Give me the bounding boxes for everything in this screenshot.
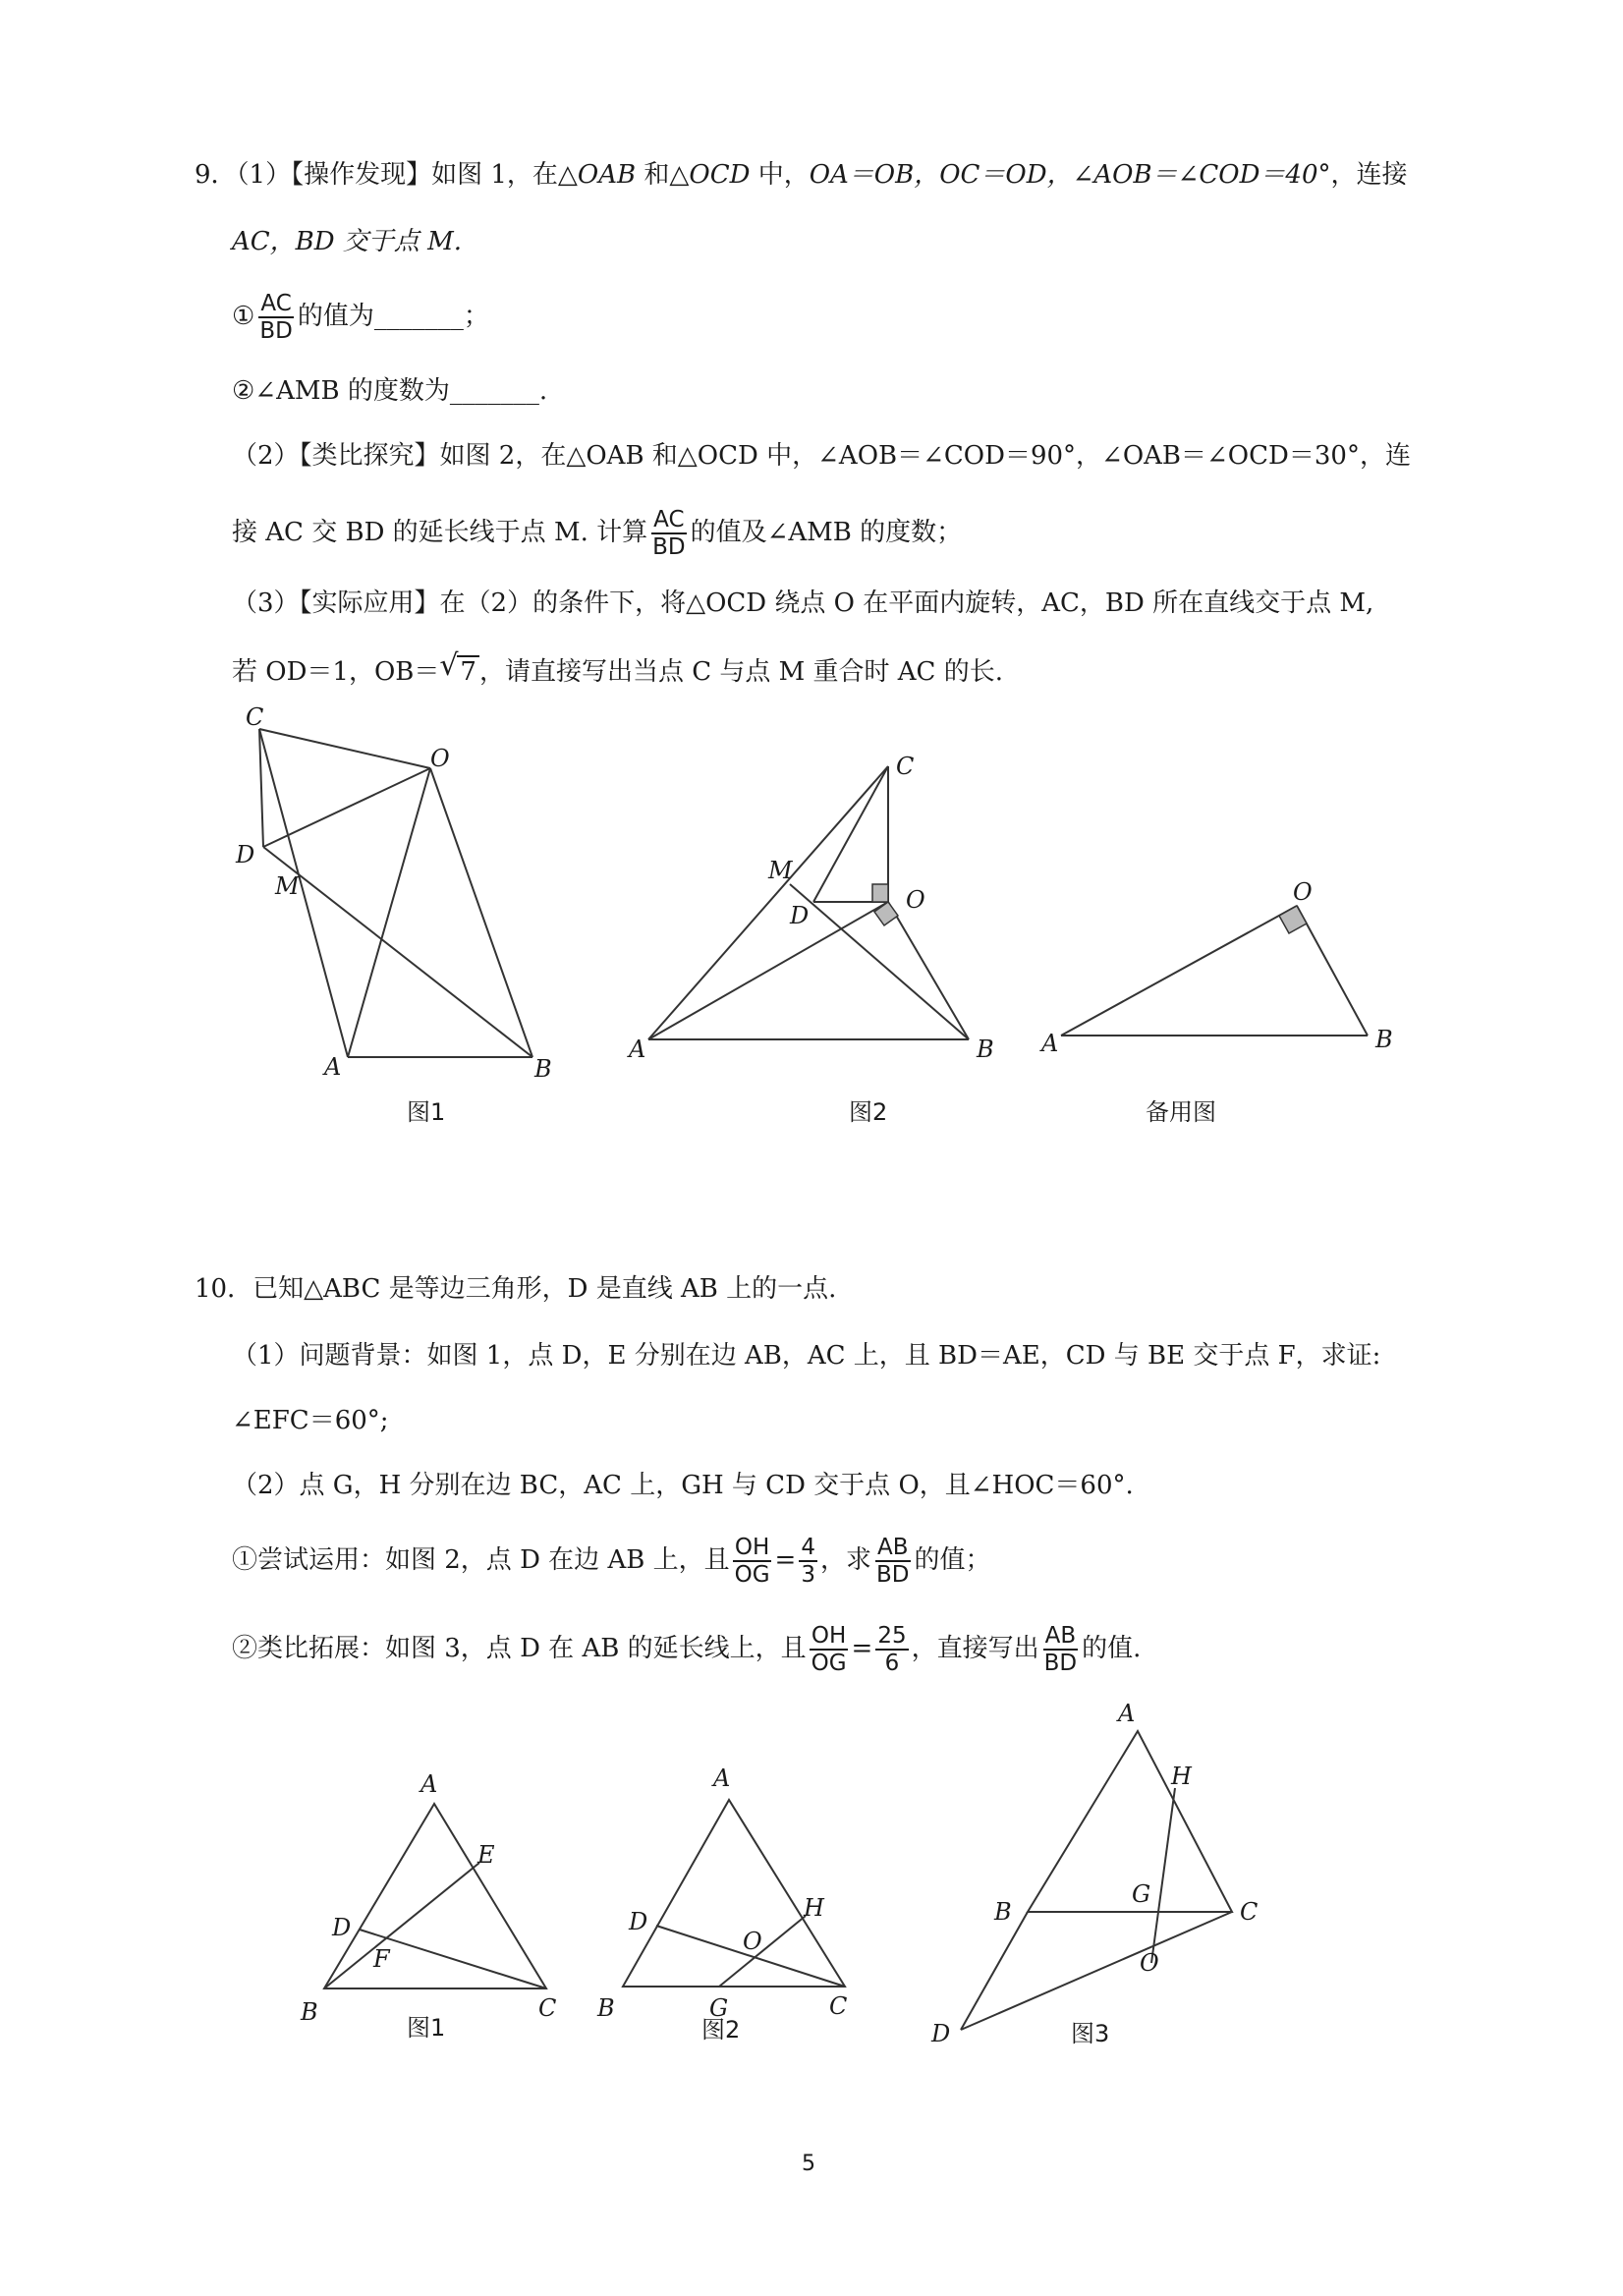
q9-number: 9． [195, 160, 237, 190]
label-a: A [629, 1036, 646, 1063]
q10-p2a-a: ①尝试运用：如图 2，点 D 在边 AB 上，且 [232, 1545, 730, 1575]
q9-figures [0, 688, 1623, 1199]
frac-ac-bd [257, 291, 295, 344]
frac-oh-og [733, 1535, 772, 1588]
sqrt-sign: √ [439, 648, 459, 683]
frac-num: AB [1044, 1623, 1077, 1649]
label-b: B [597, 1994, 615, 2022]
frac-ab-bd [874, 1535, 912, 1588]
q9-part3 [232, 586, 1373, 621]
label-h: H [1171, 1763, 1192, 1790]
q9-sub1 [232, 291, 489, 344]
q9-line-2: AC，BD 交于点 M. [232, 227, 463, 256]
q9-cond1: OA＝OB，OC＝OD，∠AOB＝∠COD＝40° [809, 160, 1331, 190]
q9-and: 和△ [636, 160, 690, 190]
q10-number: 10． [195, 1274, 253, 1304]
q9-part1-text-b: 中， [750, 160, 810, 190]
q9-part3-text: 在（2）的条件下，将△OCD 绕点 O 在平面内旋转，AC，BD 所在直线交于点 M, [439, 588, 1374, 618]
q9-figure-reserve [1039, 878, 1393, 1126]
label-d: D [629, 1908, 648, 1935]
label-d: D [790, 902, 810, 929]
label-c: C [538, 1994, 557, 2022]
label-m: M [768, 857, 793, 884]
q10-figure-2 [596, 1764, 847, 2044]
frac-den: 6 [884, 1651, 900, 1676]
q9-part2-line2-a: 接 AC 交 BD 的延长线于点 M. 计算 [232, 518, 648, 547]
q10-p1b: ∠EFC＝60°; [232, 1406, 389, 1435]
label-o: O [430, 745, 450, 772]
label-b: B [977, 1036, 994, 1063]
frac-den: BD [259, 318, 293, 344]
q9-part2-line2 [232, 507, 962, 560]
label-d: D [236, 841, 255, 868]
label-h: H [804, 1894, 824, 1922]
frac-den: OG [734, 1562, 770, 1588]
caption-fig2: 图2 [849, 1098, 888, 1126]
label-a: A [420, 1770, 438, 1798]
frac-oh-og-2 [810, 1623, 849, 1676]
label-c: C [1240, 1898, 1259, 1926]
sqrt-radicand: 7 [457, 655, 479, 687]
label-d: D [332, 1914, 352, 1941]
caption-fig3: 图3 [1071, 2020, 1110, 2047]
q10-figure-3 [930, 1700, 1258, 2047]
label-b: B [994, 1898, 1012, 1926]
q9-line-1 [195, 157, 1408, 193]
label-g: G [709, 1994, 729, 2022]
frac-num: 4 [801, 1535, 815, 1560]
caption-reserve: 备用图 [1146, 1098, 1216, 1126]
label-g: G [1132, 1880, 1151, 1908]
q9-sub1-prefix: ① [232, 302, 255, 331]
q9-part2-label: （2）【类比探究】 [232, 441, 440, 471]
q10-p2b-b: ，直接写出 [911, 1634, 1039, 1663]
q10-p2: （2）点 G，H 分别在边 BC，AC 上，GH 与 CD 交于点 O，且∠HOC＝60°. [232, 1471, 1134, 1500]
q9-part1-end: ，连接 [1330, 160, 1408, 190]
q9-part1-text-a: 如图 1，在△ [431, 160, 578, 190]
q10-p2b-c: 的值. [1082, 1634, 1142, 1663]
q10-intro [195, 1271, 836, 1307]
label-c: C [829, 1992, 848, 2020]
label-m: M [275, 872, 300, 900]
q10-p2a [232, 1535, 991, 1588]
q10-figure-1 [300, 1770, 556, 2042]
frac-num: OH [734, 1535, 770, 1560]
q10-p2b [232, 1623, 1141, 1676]
page-number: 5 [802, 2152, 815, 2176]
q9-sub2: ②∠AMB 的度数为_______. [232, 376, 548, 406]
q9-part3-label: （3）【实际应用】 [232, 588, 440, 618]
frac-den: 3 [801, 1562, 815, 1588]
frac-num: 25 [877, 1623, 907, 1649]
caption-fig2: 图2 [701, 2016, 741, 2044]
frac-num: AC [260, 291, 292, 316]
q10-p2a-b: ，求 [819, 1545, 871, 1575]
q9-figure-1 [235, 703, 552, 1126]
frac-den: BD [652, 534, 686, 560]
label-c: C [246, 703, 264, 731]
label-b: B [534, 1055, 552, 1083]
q9-sub1-suffix: 的值为_______； [297, 302, 489, 331]
q9-part1-label: （1）【操作发现】 [236, 160, 432, 190]
label-c: C [896, 753, 915, 780]
caption-fig1: 图1 [407, 2014, 446, 2042]
q9-oab: OAB [577, 160, 637, 190]
label-a: A [1118, 1700, 1136, 1727]
q9-part2 [232, 438, 1411, 474]
q9-part3-line2-a: 若 OD＝1，OB＝ [232, 657, 440, 687]
q9-figure-2 [627, 753, 994, 1126]
frac-den: BD [876, 1562, 910, 1588]
frac-den: BD [1043, 1651, 1078, 1676]
label-e: E [477, 1841, 495, 1869]
frac-num: AC [653, 507, 685, 532]
q9-part3-line2 [232, 648, 1003, 690]
label-o: O [1140, 1949, 1159, 1977]
q10-intro-text: 已知△ABC 是等边三角形，D 是直线 AB 上的一点. [252, 1274, 837, 1304]
frac-4-3 [799, 1535, 817, 1588]
label-a: A [713, 1764, 731, 1792]
q9-part2-line2-b: 的值及∠AMB 的度数； [690, 518, 963, 547]
label-o: O [743, 1928, 762, 1955]
frac-ac-bd-2 [650, 507, 688, 560]
frac-num: AB [876, 1535, 909, 1560]
label-b: B [301, 1998, 318, 2026]
frac-ab-bd-2 [1042, 1623, 1080, 1676]
label-o: O [906, 886, 925, 914]
equals-sign: = [774, 1545, 797, 1575]
equals-sign: = [851, 1634, 873, 1663]
caption-fig1: 图1 [407, 1098, 446, 1126]
q9-ocd: OCD [689, 160, 751, 190]
label-f: F [373, 1945, 390, 1973]
q10-p2b-a: ②类比拓展：如图 3，点 D 在 AB 的延长线上，且 [232, 1634, 807, 1663]
q9-part2-text: 如图 2，在△OAB 和△OCD 中，∠AOB＝∠COD＝90°，∠OAB＝∠OCD＝30°，连 [439, 441, 1411, 471]
q10-p2a-c: 的值； [914, 1545, 991, 1575]
frac-25-6 [875, 1623, 908, 1676]
sqrt-expression [439, 648, 479, 690]
q10-p1: （1）问题背景：如图 1，点 D，E 分别在边 AB，AC 上，且 BD＝AE，CD 与 BE 交于点 F，求证: [232, 1341, 1381, 1371]
label-b: B [1375, 1026, 1393, 1053]
q9-part3-line2-b: ，请直接写出当点 C 与点 M 重合时 AC 的长. [478, 657, 1003, 687]
label-a: A [1041, 1030, 1059, 1057]
label-a: A [324, 1053, 342, 1081]
frac-den: OG [811, 1651, 847, 1676]
label-o: O [1293, 878, 1313, 906]
frac-num: OH [811, 1623, 847, 1649]
q10-figures [0, 1690, 1623, 2063]
label-d: D [931, 2020, 951, 2047]
